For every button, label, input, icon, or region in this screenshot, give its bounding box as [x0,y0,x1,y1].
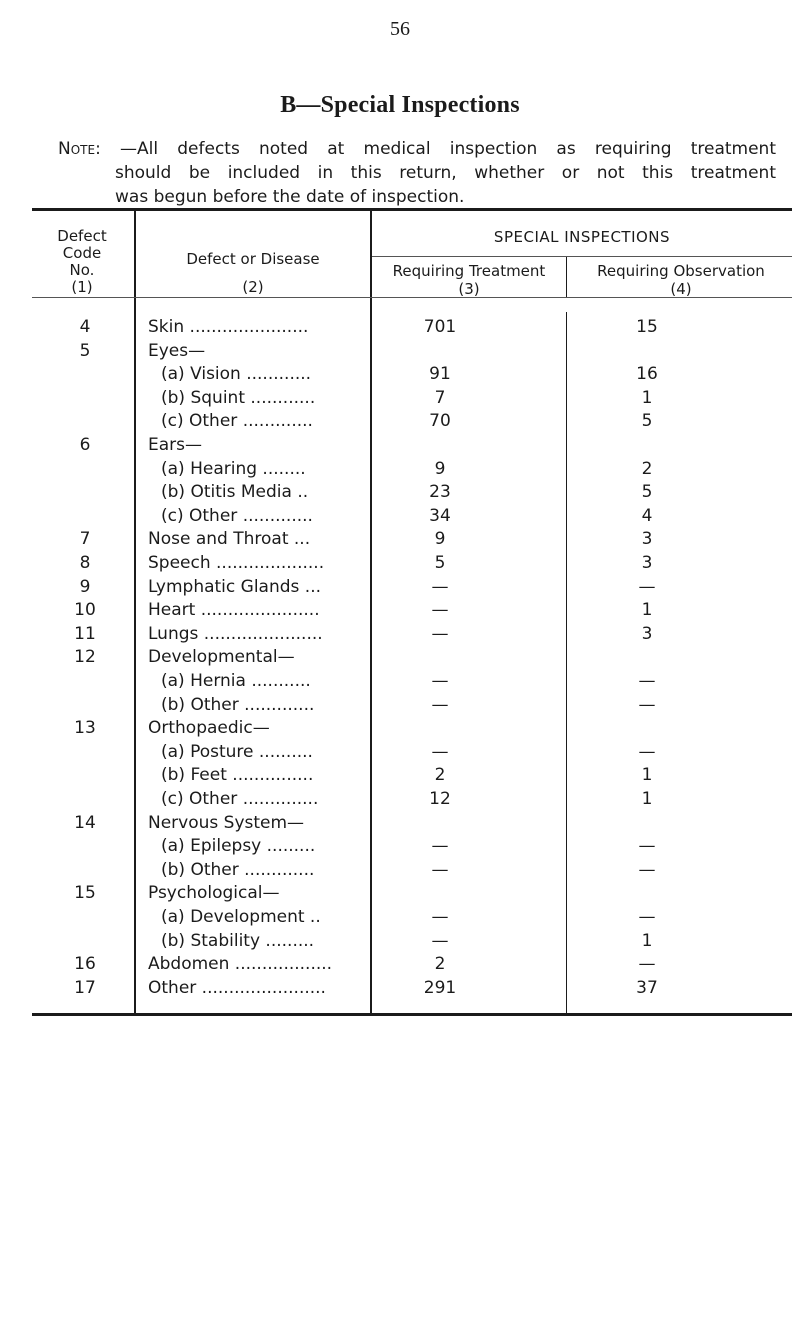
table-row [0,599,800,622]
requiring-observation-cell: 16 [636,364,658,385]
requiring-treatment-cell: — [431,600,449,621]
defect-label-cell: Psychological— [148,883,280,904]
header-defect-code-line: No. [69,261,95,279]
requiring-observation-cell: 1 [641,930,653,951]
requiring-observation-cell: — [638,741,656,762]
table-row [0,953,800,976]
requiring-treatment-cell: 12 [429,789,451,809]
requiring-observation-cell: 5 [641,411,653,432]
requiring-observation-cell: — [638,694,656,715]
requiring-observation-cell: 15 [636,317,658,337]
requiring-treatment-cell: — [431,859,449,880]
table-row [0,788,800,811]
defect-label-cell: (b) Other ............. [161,694,315,715]
requiring-treatment-cell: 5 [434,553,446,573]
defect-label-cell: Nose and Throat ... [148,529,311,550]
table-row [0,316,800,339]
table-row [0,340,800,363]
header-defect-or-disease: Defect or Disease [186,250,320,268]
header-requiring-observation: Requiring Observation [597,262,765,280]
defect-label-cell: Abdomen .................. [148,954,333,975]
table-bottom-rule [32,1013,792,1016]
defect-label-cell: (a) Development .. [161,907,321,927]
defect-code-cell: 7 [79,529,91,550]
note-line-3: was begun before the date of inspection. [115,187,465,207]
header-col4-number: (4) [670,280,692,298]
defect-label-cell: (a) Hearing ........ [161,458,306,479]
table-row [0,576,800,599]
table-row [0,481,800,504]
defect-code-cell: 4 [79,317,91,337]
header-requiring-treatment: Requiring Treatment [392,262,546,280]
requiring-treatment-cell: — [431,930,449,951]
table-row [0,859,800,882]
defect-code-cell: 6 [79,435,91,455]
defect-code-cell: 17 [74,977,96,998]
defect-label-cell: Developmental— [148,647,295,668]
header-defect-code-line: Defect [57,227,107,245]
requiring-observation-cell: — [638,576,656,597]
requiring-observation-cell: 1 [641,789,653,809]
defect-code-cell: 10 [74,600,96,621]
table-row [0,930,800,953]
header-col2-number: (2) [242,278,264,296]
requiring-treatment-cell: 23 [429,482,451,503]
header-col3-number: (3) [458,280,480,298]
requiring-treatment-cell: 9 [434,458,446,479]
table-row [0,835,800,858]
table-top-rule [32,208,792,211]
requiring-observation-cell: 3 [641,623,653,644]
table-row [0,646,800,669]
requiring-observation-cell: — [638,836,656,857]
table-row [0,717,800,740]
requiring-observation-cell: — [638,671,656,691]
header-col1-number: (1) [71,278,93,296]
requiring-observation-cell: 1 [641,765,653,786]
defect-code-cell: 8 [79,553,91,573]
requiring-observation-cell: 3 [641,529,653,550]
requiring-observation-cell: 1 [641,600,653,621]
defect-label-cell: (b) Otitis Media .. [161,482,309,503]
defect-code-cell: 14 [74,812,96,833]
requiring-observation-cell: 4 [641,505,653,526]
defect-label-cell: (a) Vision ............ [161,364,312,385]
requiring-treatment-cell: 9 [434,529,446,550]
table-row [0,458,800,481]
requiring-treatment-cell: — [431,623,449,644]
defect-label-cell: Ears— [148,435,203,455]
defect-code-cell: 11 [74,623,96,644]
page-title: B—Special Inspections [280,92,520,118]
defect-label-cell: (c) Other .............. [161,789,319,809]
defect-label-cell: Orthopaedic— [148,718,270,739]
table-row [0,764,800,787]
defect-label-cell: Skin ...................... [148,317,309,337]
defect-code-cell: 16 [74,954,96,975]
table-row [0,741,800,764]
note-lead: Note [58,139,96,159]
note-line-1 [58,137,776,161]
defect-label-cell: Speech .................... [148,553,325,573]
defect-label-cell: (c) Other ............. [161,505,313,526]
requiring-treatment-cell: 70 [429,411,451,432]
requiring-treatment-cell: — [431,741,449,762]
defect-label-cell: (b) Other ............. [161,859,315,880]
table-row [0,387,800,410]
table-row [0,410,800,433]
defect-label-cell: Lungs ...................... [148,623,323,644]
group-header-rule [372,256,792,257]
table-row [0,670,800,693]
requiring-observation-cell: — [638,954,656,975]
requiring-treatment-cell: 291 [423,977,457,998]
header-special-inspections: SPECIAL INSPECTIONS [493,228,671,246]
table-row [0,505,800,528]
requiring-observation-cell: 37 [636,977,658,998]
table-row [0,363,800,386]
defect-label-cell: (c) Other ............. [161,411,313,432]
note-line-2: should be included in this return, whether or not this treatment [115,163,776,183]
header-defect-code-line: Code [62,244,102,262]
note-paragraph [58,137,776,209]
defect-label-cell: Heart ...................... [148,600,320,621]
note-line-text: : —All defects noted at medical inspection as requiring treatment [95,139,776,159]
requiring-observation-cell: 1 [641,387,653,408]
table-row [0,434,800,457]
page-number: 56 [390,18,410,40]
defect-label-cell: Lymphatic Glands ... [148,576,322,597]
table-row [0,906,800,929]
requiring-treatment-cell: — [431,576,449,597]
table-row [0,623,800,646]
requiring-observation-cell: 5 [641,482,653,503]
requiring-observation-cell: 2 [641,458,653,479]
requiring-treatment-cell: 34 [429,505,451,526]
requiring-treatment-cell: — [431,671,449,691]
defect-code-cell: 15 [74,883,96,904]
table-row [0,882,800,905]
defect-code-cell: 9 [79,576,91,597]
requiring-treatment-cell: — [431,694,449,715]
defect-label-cell: Eyes— [148,340,206,361]
requiring-treatment-cell: — [431,836,449,857]
header-defect-code [32,228,132,279]
defect-label-cell: (a) Epilepsy ......... [161,836,316,857]
defect-code-cell: 5 [79,340,91,361]
table-row [0,694,800,717]
defect-label-cell: (a) Posture .......... [161,741,313,762]
table-row [0,552,800,575]
defect-label-cell: (b) Stability ......... [161,930,315,951]
defect-label-cell: (b) Feet ............... [161,765,314,786]
requiring-observation-cell: 3 [641,553,653,573]
defect-label-cell: Other ....................... [148,977,326,998]
table-row [0,812,800,835]
requiring-treatment-cell: 701 [423,317,457,337]
requiring-observation-cell: — [638,859,656,880]
requiring-treatment-cell: 2 [434,954,446,975]
defect-label-cell: Nervous System— [148,812,305,833]
defect-code-cell: 13 [74,718,96,739]
requiring-treatment-cell: 2 [434,765,446,786]
defect-code-cell: 12 [74,647,96,668]
defect-label-cell: (a) Hernia ........... [161,671,311,691]
requiring-treatment-cell: 91 [429,364,451,385]
requiring-observation-cell: — [638,907,656,927]
defect-label-cell: (b) Squint ............ [161,387,316,408]
table-row [0,528,800,551]
requiring-treatment-cell: — [431,907,449,927]
requiring-treatment-cell: 7 [434,387,446,408]
table-row [0,977,800,1000]
